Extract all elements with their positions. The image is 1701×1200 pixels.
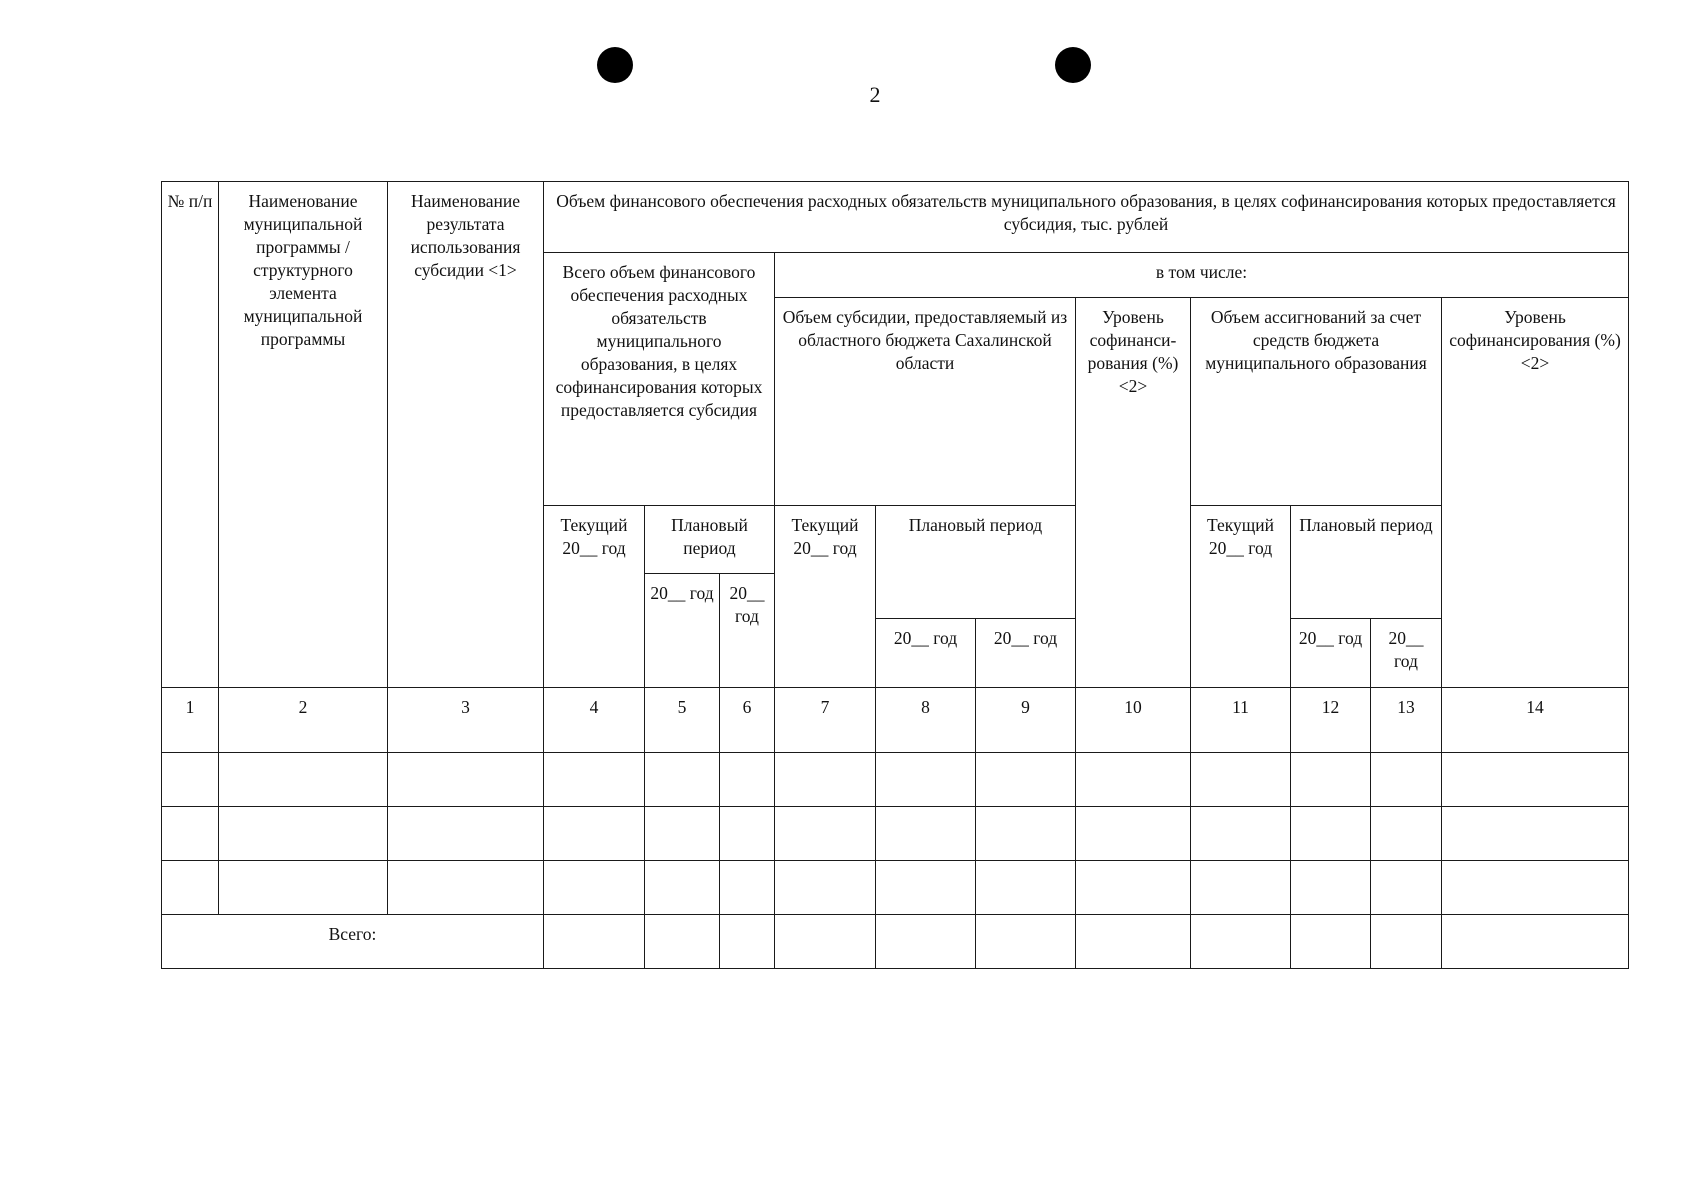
table-cell bbox=[388, 753, 544, 807]
table-cell bbox=[1371, 807, 1442, 861]
table-cell bbox=[976, 807, 1076, 861]
header-program-name: Наименование муниципальной программы /структурного элемента муниципальной программы bbox=[219, 182, 388, 688]
header-financing-volume: Объем финансового обеспечения расходных обязательств муниципального образования, в целях софинансирования которых предоставляется субсидия, тыс. рублей bbox=[544, 182, 1629, 253]
column-number: 6 bbox=[720, 688, 775, 753]
table-cell bbox=[976, 915, 1076, 969]
column-number: 1 bbox=[162, 688, 219, 753]
table-cell bbox=[1442, 861, 1629, 915]
table-cell bbox=[1191, 753, 1291, 807]
header-planned-period-subsidy: Плановый период bbox=[876, 506, 1076, 619]
table-cell bbox=[645, 915, 720, 969]
table-cell bbox=[1442, 807, 1629, 861]
column-number: 13 bbox=[1371, 688, 1442, 753]
header-subsidy-volume: Объем субсидии, предоставляемый из областного бюджета Сахалинской области bbox=[775, 298, 1076, 506]
table-cell bbox=[876, 807, 976, 861]
table-cell bbox=[1371, 915, 1442, 969]
table-cell bbox=[720, 807, 775, 861]
table-cell bbox=[645, 753, 720, 807]
table-cell bbox=[162, 861, 219, 915]
column-number-row bbox=[162, 688, 1629, 753]
header-including: в том числе: bbox=[775, 253, 1629, 298]
table-cell bbox=[775, 753, 876, 807]
column-number: 4 bbox=[544, 688, 645, 753]
table-cell bbox=[876, 915, 976, 969]
table-cell bbox=[1442, 915, 1629, 969]
table-cell bbox=[1076, 753, 1191, 807]
header-total-volume: Всего объем финансового обеспечения расходных обязательств муниципального образования, в целях софинансирования которых предоставляется субсидия bbox=[544, 253, 775, 506]
table-cell bbox=[1371, 861, 1442, 915]
table-cell bbox=[544, 915, 645, 969]
table-cell bbox=[775, 915, 876, 969]
table-cell bbox=[976, 861, 1076, 915]
header-current-year-subsidy: Текущий 20__ год bbox=[775, 506, 876, 688]
table-cell bbox=[876, 753, 976, 807]
total-label: Всего: bbox=[162, 915, 544, 969]
header-current-year-total: Текущий 20__ год bbox=[544, 506, 645, 688]
header-result-name: Наименование результата использования субсидии <1> bbox=[388, 182, 544, 688]
subsidy-form-table bbox=[161, 181, 1629, 969]
header-current-year-allocations: Текущий 20__ год bbox=[1191, 506, 1291, 688]
table-cell bbox=[775, 807, 876, 861]
table-cell bbox=[645, 807, 720, 861]
table-row bbox=[162, 807, 1629, 861]
table-cell bbox=[388, 861, 544, 915]
column-number: 7 bbox=[775, 688, 876, 753]
header-year-col13: 20__ год bbox=[1371, 619, 1442, 688]
column-number: 11 bbox=[1191, 688, 1291, 753]
header-planned-period-allocations: Плановый период bbox=[1291, 506, 1442, 619]
table-cell bbox=[1371, 753, 1442, 807]
header-cofinancing-level-full: Уровень софинансирования (%) <2> bbox=[1442, 298, 1629, 688]
header-year-col5: 20__ год bbox=[645, 574, 720, 688]
table-cell bbox=[219, 807, 388, 861]
total-row bbox=[162, 915, 1629, 969]
table-cell bbox=[1291, 861, 1371, 915]
column-number: 2 bbox=[219, 688, 388, 753]
header-year-col12: 20__ год bbox=[1291, 619, 1371, 688]
table-cell bbox=[775, 861, 876, 915]
header-num: № п/п bbox=[162, 182, 219, 688]
column-number: 5 bbox=[645, 688, 720, 753]
column-number: 3 bbox=[388, 688, 544, 753]
table-cell bbox=[1291, 915, 1371, 969]
punch-hole-left bbox=[597, 47, 633, 83]
table-cell bbox=[544, 807, 645, 861]
column-number: 12 bbox=[1291, 688, 1371, 753]
table-cell bbox=[1076, 861, 1191, 915]
page-number: 2 bbox=[869, 82, 881, 107]
table-cell bbox=[544, 753, 645, 807]
table-cell bbox=[219, 861, 388, 915]
table-cell bbox=[162, 807, 219, 861]
column-number: 10 bbox=[1076, 688, 1191, 753]
column-number: 9 bbox=[976, 688, 1076, 753]
header-cofinancing-level: Уровень софинанси-рования (%) <2> bbox=[1076, 298, 1191, 688]
header-planned-period-total: Плановый период bbox=[645, 506, 775, 574]
header-allocations-volume: Объем ассигнований за счет средств бюджета муниципального образования bbox=[1191, 298, 1442, 506]
table-cell bbox=[1191, 915, 1291, 969]
punch-hole-right bbox=[1055, 47, 1091, 83]
table-cell bbox=[1442, 753, 1629, 807]
table-cell bbox=[645, 861, 720, 915]
table-cell bbox=[388, 807, 544, 861]
header-year-col6: 20__ год bbox=[720, 574, 775, 688]
table-cell bbox=[1076, 915, 1191, 969]
table-cell bbox=[544, 861, 645, 915]
table-cell bbox=[720, 753, 775, 807]
header-year-col9: 20__ год bbox=[976, 619, 1076, 688]
header-year-col8: 20__ год bbox=[876, 619, 976, 688]
table-row bbox=[162, 753, 1629, 807]
table-cell bbox=[1191, 807, 1291, 861]
column-number: 8 bbox=[876, 688, 976, 753]
table-row bbox=[162, 861, 1629, 915]
table-cell bbox=[1191, 861, 1291, 915]
table-cell bbox=[162, 753, 219, 807]
table-cell bbox=[720, 861, 775, 915]
table-cell bbox=[1291, 807, 1371, 861]
table-cell bbox=[1076, 807, 1191, 861]
table-cell bbox=[1291, 753, 1371, 807]
table-cell bbox=[219, 753, 388, 807]
table-cell bbox=[876, 861, 976, 915]
table-cell bbox=[976, 753, 1076, 807]
column-number: 14 bbox=[1442, 688, 1629, 753]
table-cell bbox=[720, 915, 775, 969]
